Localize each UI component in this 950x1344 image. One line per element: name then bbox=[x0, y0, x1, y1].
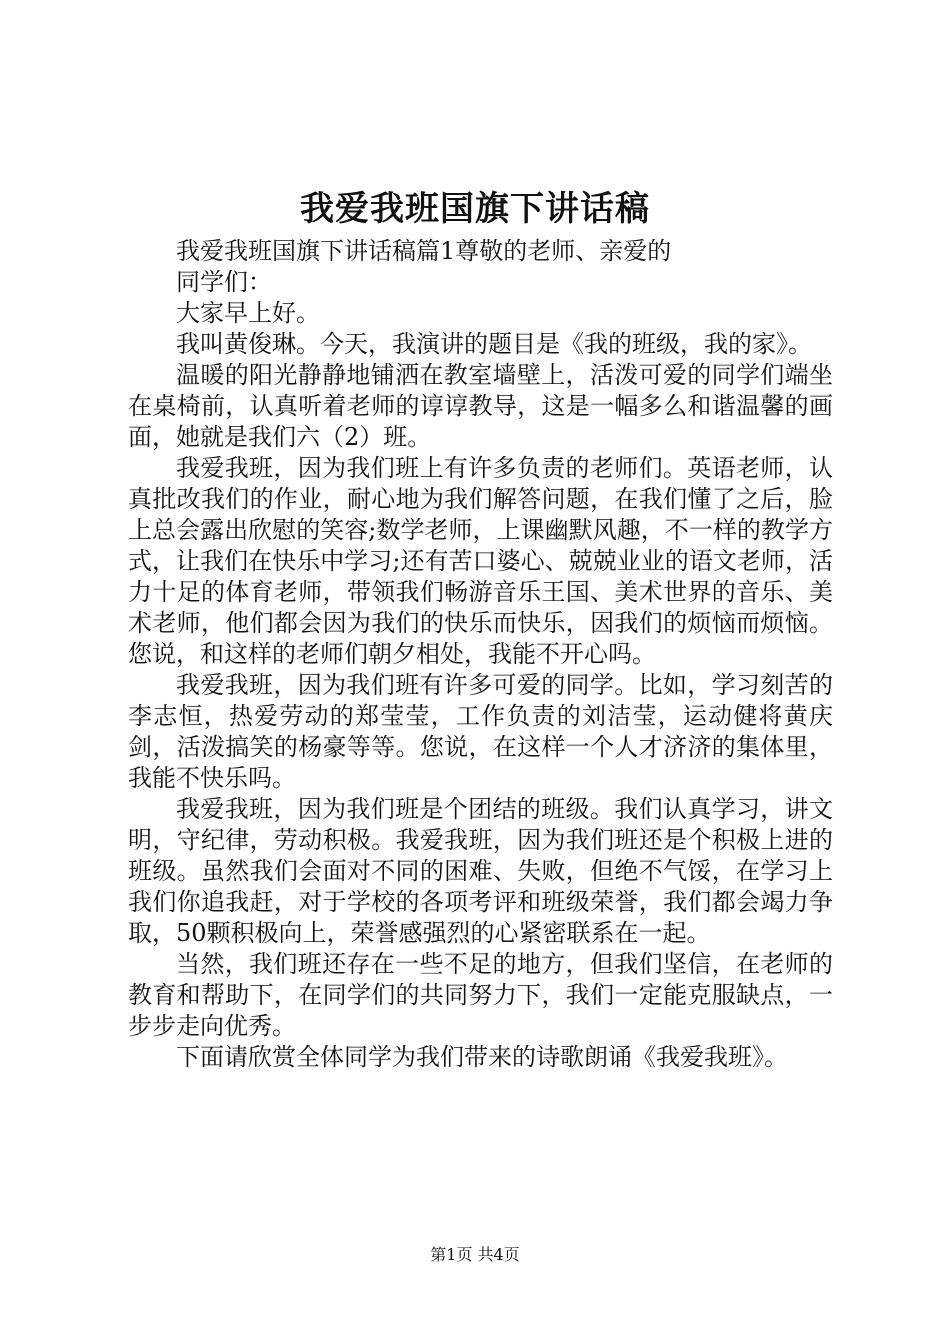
document-body bbox=[128, 236, 833, 1073]
paragraph-closing: 下面请欣赏全体同学为我们带来的诗歌朗诵《我爱我班》。 bbox=[176, 1043, 788, 1071]
paragraph-classmates: 我爱我班，因为我们班有许多可爱的同学。比如，学习刻苦的李志恒，热爱劳动的郑莹莹，工作负责的刘洁莹，运动健将黄庆剑，活泼搞笑的杨豪等等。您说，在这样一个人才济济的集体里，我能不快乐吗。 bbox=[128, 671, 833, 792]
paragraph-unity: 我爱我班，因为我们班是个团结的班级。我们认真学习，讲文明，守纪律，劳动积极。我爱我班，因为我们班还是个积极上进的班级。虽然我们会面对不同的困难、失败，但绝不气馁，在学习上我们你追我赶，对于学校的各项考评和班级荣誉，我们都会竭力争取，50颗积极向上，荣誉感强烈的心紧密联系在一起。 bbox=[128, 795, 833, 947]
paragraph-self-intro: 我叫黄俊琳。今天，我演讲的题目是《我的班级，我的家》。 bbox=[176, 330, 812, 358]
document-title: 我爱我班国旗下讲话稿 bbox=[300, 189, 650, 229]
paragraph-greeting: 大家早上好。 bbox=[176, 299, 320, 327]
paragraph-teachers: 我爱我班，因为我们班上有许多负责的老师们。英语老师，认真批改我们的作业，耐心地为我们解答问题，在我们懂了之后，脸上总会露出欣慰的笑容;数学老师，上课幽默风趣，不一样的教学方式，让我们在快乐中学习;还有苦口婆心、兢兢业业的语文老师，活力十足的体育老师，带领我们畅游音乐王国、美术世界的音乐、美术老师，他们都会因为我们的快乐而快乐，因我们的烦恼而烦恼。您说，和这样的老师们朝夕相处，我能不开心吗。 bbox=[128, 454, 833, 668]
paragraph-shortcomings: 当然，我们班还存在一些不足的地方，但我们坚信，在老师的教育和帮助下，在同学们的共同努力下，我们一定能克服缺点，一步步走向优秀。 bbox=[128, 950, 833, 1040]
page-number-footer: 第1页 共4页 bbox=[430, 1245, 520, 1264]
paragraph-opening: 我爱我班国旗下讲话稿篇1尊敬的老师、亲爱的 bbox=[176, 237, 672, 265]
paragraph-class-scene: 温暖的阳光静静地铺洒在教室墙壁上，活泼可爱的同学们端坐在桌椅前，认真听着老师的谆谆教导，这是一幅多么和谐温馨的画面，她就是我们六（2）班。 bbox=[128, 361, 833, 451]
paragraph-salutation: 同学们： bbox=[176, 268, 272, 296]
